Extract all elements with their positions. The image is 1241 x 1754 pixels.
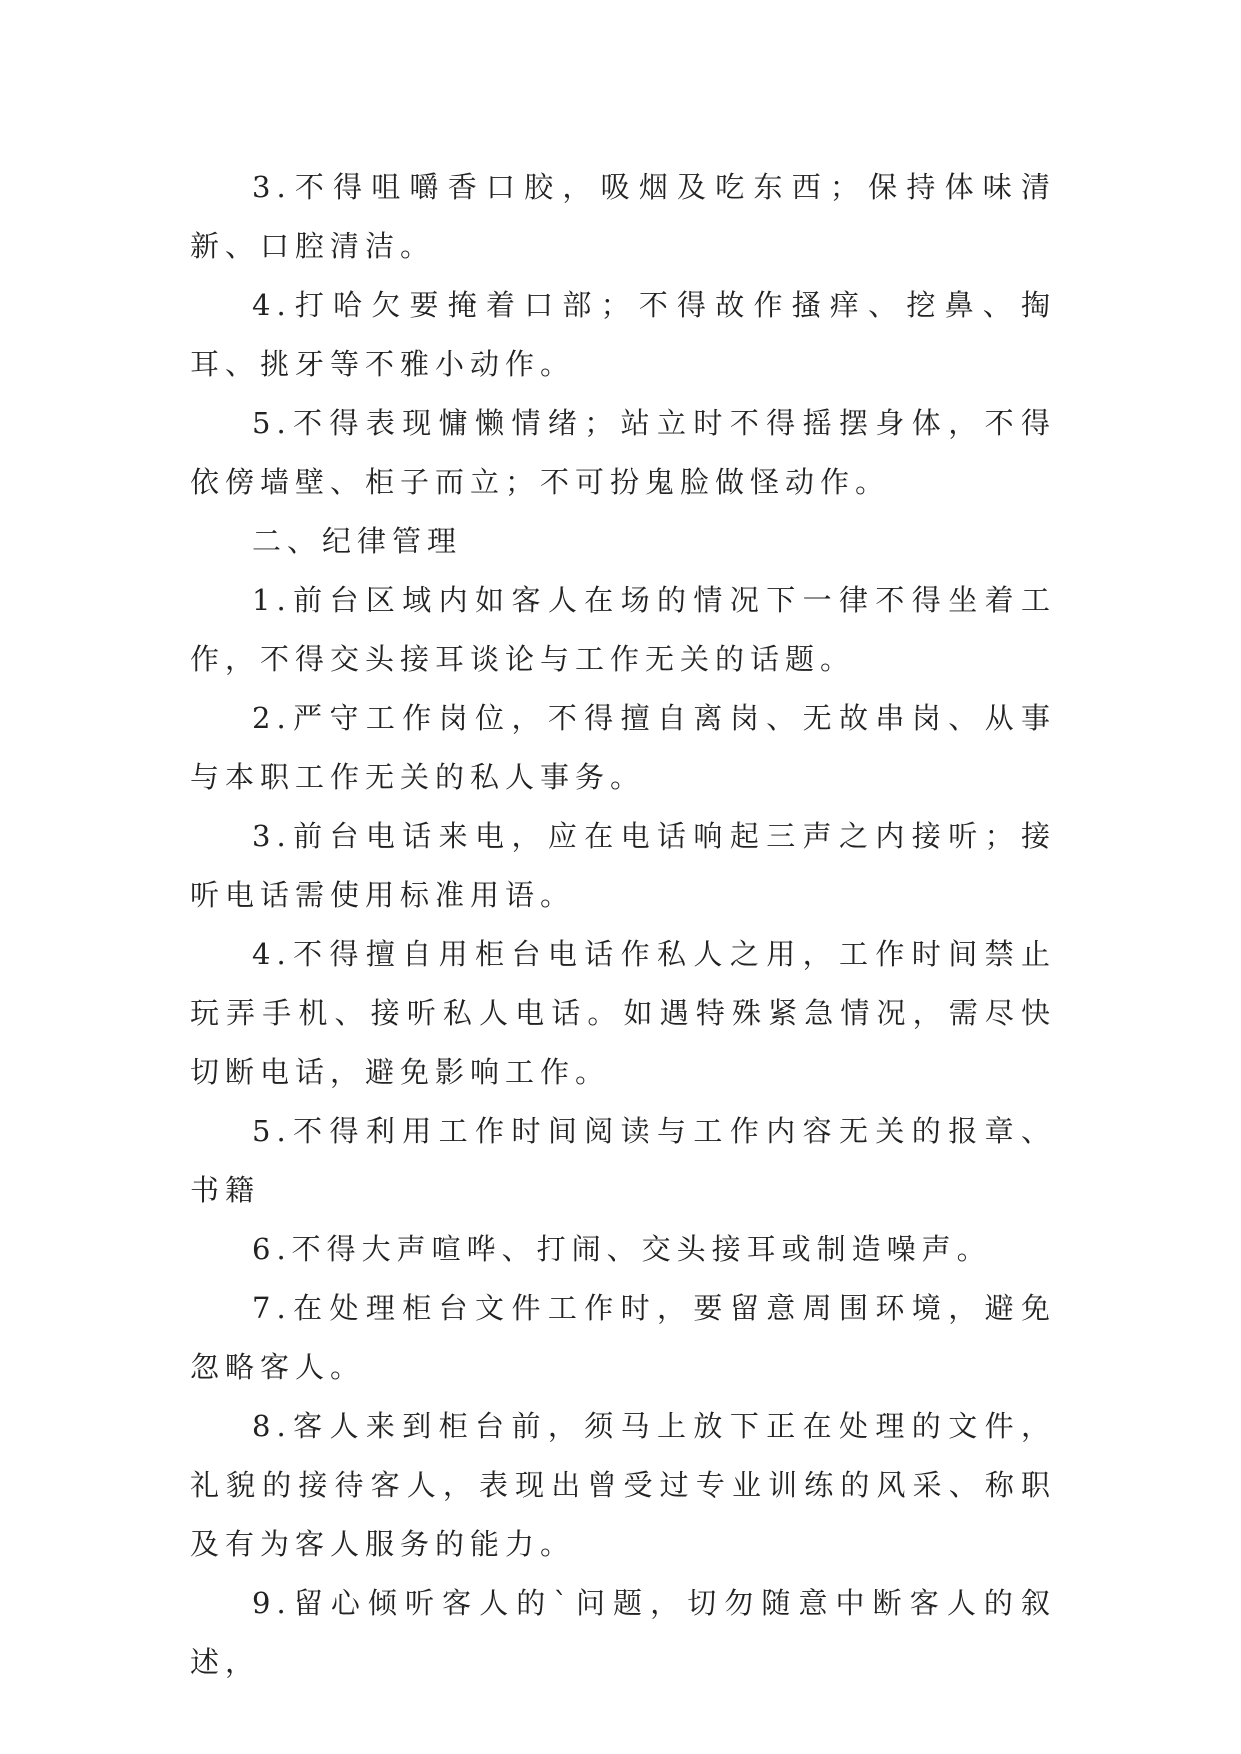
- paragraph-rule-5: 5.不得表现慵懒情绪；站立时不得摇摆身体，不得依傍墙壁、柜子而立；不可扮鬼脸做怪动作。: [190, 406, 1056, 499]
- paragraph-rule-4: 4.打哈欠要掩着口部；不得故作搔痒、挖鼻、掏耳、挑牙等不雅小动作。: [190, 288, 1056, 381]
- paragraph-rule-3: 3.不得咀嚼香口胶，吸烟及吃东西；保持体味清新、口腔清洁。: [190, 170, 1056, 263]
- paragraph-discipline-4: 4.不得擅自用柜台电话作私人之用，工作时间禁止玩弄手机、接听私人电话。如遇特殊紧急情况，需尽快切断电话，避免影响工作。: [190, 937, 1056, 1089]
- paragraph-discipline-1: 1.前台区域内如客人在场的情况下一律不得坐着工作，不得交头接耳谈论与工作无关的话题。: [190, 583, 1056, 676]
- document-body: [190, 158, 1056, 1692]
- paragraph-discipline-3: 3.前台电话来电，应在电话响起三声之内接听；接听电话需使用标准用语。: [190, 819, 1056, 912]
- paragraph-discipline-7: 7.在处理柜台文件工作时，要留意周围环境，避免忽略客人。: [190, 1291, 1056, 1384]
- paragraph-discipline-9: 9.留心倾听客人的`问题，切勿随意中断客人的叙述，: [190, 1586, 1056, 1679]
- paragraph-discipline-5: 5.不得利用工作时间阅读与工作内容无关的报章、书籍: [190, 1114, 1056, 1207]
- section-heading-discipline: 二、纪律管理: [252, 524, 463, 558]
- paragraph-discipline-8: 8.客人来到柜台前，须马上放下正在处理的文件，礼貌的接待客人，表现出曾受过专业训练的风采、称职及有为客人服务的能力。: [190, 1409, 1056, 1561]
- paragraph-discipline-6: 6.不得大声喧哗、打闹、交头接耳或制造噪声。: [252, 1232, 992, 1266]
- paragraph-discipline-2: 2.严守工作岗位，不得擅自离岗、无故串岗、从事与本职工作无关的私人事务。: [190, 701, 1056, 794]
